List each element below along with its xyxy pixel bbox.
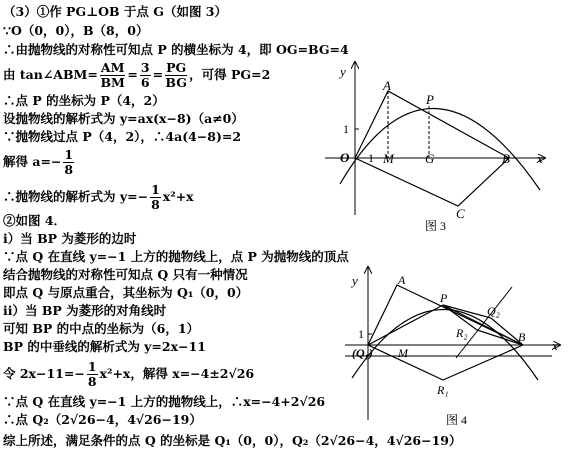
text-line-16: 可知 BP 的中点的坐标为（6，1） [3,321,200,336]
label-B: B [518,330,526,344]
solve-x-prefix: 令 2x−11=− [3,366,85,381]
text-line-9 [3,180,194,214]
label-y: y [340,64,346,79]
text-line-17: BP 的中垂线的解析式为 y=2x−11 [3,339,206,354]
text-line-20: ∴点 Q₂（2√26−4，4√26−19） [3,412,202,427]
equals-sign: = [152,67,164,82]
tan-prefix: 由 tan∠ABM= [3,67,98,82]
label-A: A [398,273,406,287]
rhombus-o-r1-b [368,345,523,380]
fraction-1-8 [150,183,161,212]
fraction-am-bm [100,61,126,90]
label-C: C [456,206,465,221]
parabola [340,108,540,190]
fraction-3-6 [140,61,151,90]
text-line-1: （3）①作 PG⊥OB 于点 G（如图 3） [3,4,228,19]
frac-den: 6 [140,75,150,90]
text-line-6: 设抛物线的解析式为 y=ax(x−8)（a≠0） [3,111,244,126]
solve-a-prefix: 解得 a=− [3,154,62,169]
label-1-y: 1 [343,122,349,136]
frac-den: 8 [64,162,74,177]
label-G: G [425,151,435,166]
label-Q2: Q₂ [487,304,500,318]
solve-x-suffix: x²+x，解得 x=−4±2√26 [99,366,255,381]
label-M: M [383,151,394,166]
frac-num: PG [166,60,187,75]
frac-num: AM [100,60,125,75]
text-line-14: 即点 Q 与原点重合，其坐标为 Q₁（0，0） [3,285,249,300]
text-line-10: ②如图 4． [3,213,67,228]
caption-figure-4: 图 4 [446,413,468,427]
text-line-2: ∵O（0，0），B（8，0） [3,23,149,38]
text-line-15: ii）当 BP 为菱形的对角线时 [3,303,167,318]
label-R1: R₁ [437,383,449,397]
label-R2: R₂ [456,326,468,340]
label-M: M [398,346,408,360]
caption-figure-3: 图 3 [425,219,447,233]
tan-suffix: ，可得 PG=2 [189,67,271,82]
text-line-19: ∵点 Q 在直线 y=−1 上方的抛物线上，∴x=−4+2√26 [3,394,326,409]
text-line-7: ∵抛物线过点 P（4，2），∴4a(4−8)=2 [3,129,242,144]
frac-num: 1 [64,147,74,162]
figure-4 [330,265,570,430]
perpendicular-bisector [456,287,512,358]
text-line-4 [3,58,270,92]
text-line-18 [3,357,254,391]
label-B: B [502,151,510,166]
fraction-1-8 [63,148,74,177]
frac-den: BG [165,75,187,90]
label-P: P [440,291,448,305]
text-line-8 [3,145,76,179]
text-line-13: 结合抛物线的对称性可知点 Q 只有一种情况 [3,267,248,282]
text-line-21: 综上所述，满足条件的点 Q 的坐标是 Q₁（0，0），Q₂（2√26−4，4√26−19） [3,433,462,448]
fraction-1-8 [87,360,98,389]
frac-den: BM [100,75,125,90]
parabola-prefix: ∴抛物线的解析式为 y=− [3,189,149,204]
label-y: y [352,273,358,288]
text-line-11: i）当 BP 为菱形的边时 [3,231,137,246]
label-x: x [537,151,543,166]
frac-den: 8 [151,197,160,212]
label-P: P [426,92,434,107]
label-x: x [552,338,558,353]
frac-den: 8 [87,374,97,389]
parabola-suffix: x²+x [162,189,194,204]
fraction-pg-bg [165,61,187,90]
text-line-3: ∴由抛物线的对称性可知点 P 的横坐标为 4，即 OG=BG=4 [3,42,349,57]
figure-3 [300,60,570,235]
label-1: 1 [358,327,364,341]
text-line-12: ∵点 Q 在直线 y=−1 上方的抛物线上，点 P 为抛物线的顶点 [3,249,349,264]
label-A: A [383,78,391,93]
label-Q1-O: (Q₁) [352,346,373,360]
frac-num: 1 [151,182,160,197]
frac-num: 1 [87,359,97,374]
text-line-5: ∴点 P 的坐标为 P（4，2） [3,93,165,108]
frac-num: 3 [140,60,150,75]
equals-sign: = [127,67,138,82]
label-1-x: 1 [368,151,374,165]
label-O: O [340,150,350,165]
